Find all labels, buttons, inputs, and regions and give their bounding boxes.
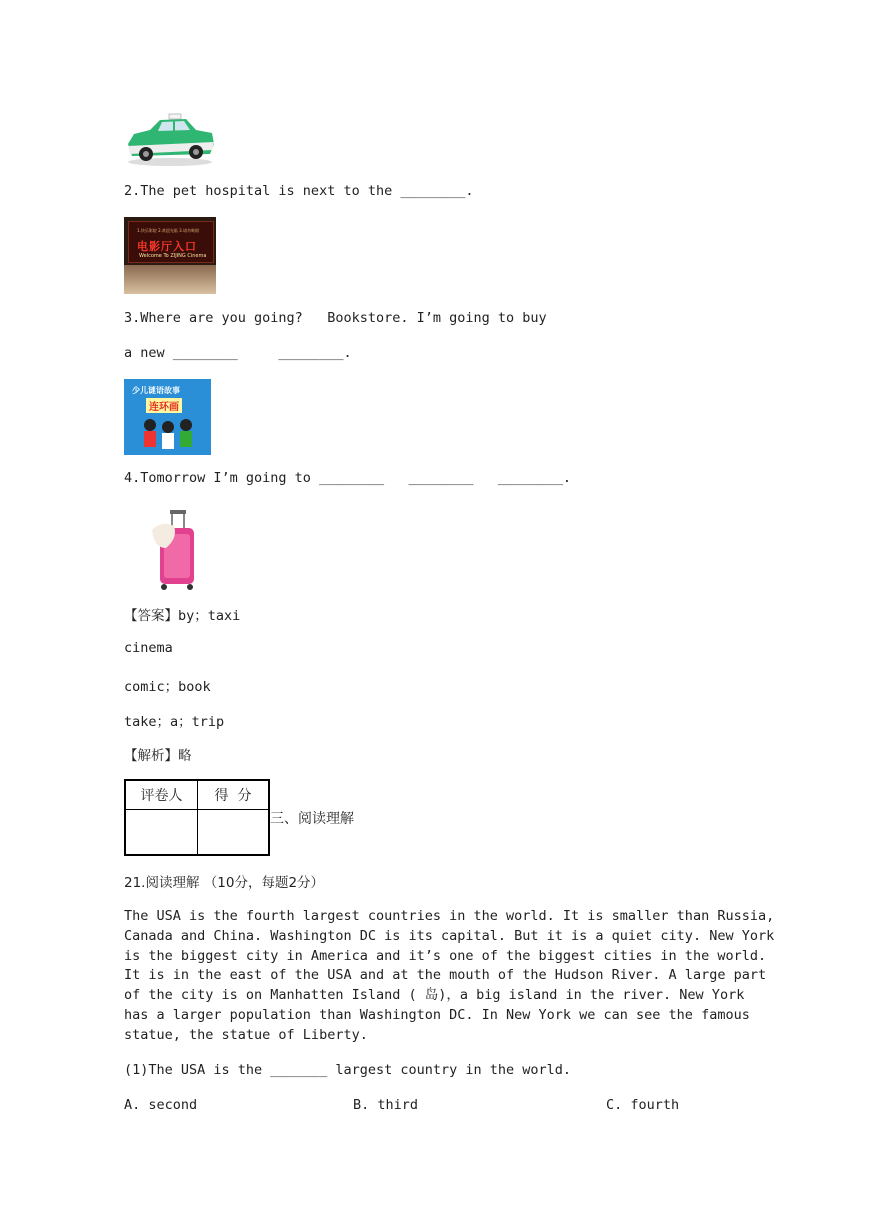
- option-b: B. third: [353, 1097, 419, 1113]
- answer-2: cinema: [124, 640, 173, 656]
- taxi-image: [124, 108, 217, 168]
- passage-line: The USA is the fourth largest countries in the world. It is smaller than Russia,: [124, 908, 775, 924]
- grade-table-reviewer-cell: [124, 809, 198, 856]
- question-3-line-2: a new ________ ________.: [124, 345, 352, 361]
- passage-line: of the city is on Manhatten Island ( 岛)，a big island in the river. New York: [124, 987, 745, 1004]
- grade-table-score-header: 得 分: [197, 779, 270, 810]
- passage-line: It is in the east of the USA and at the mouth of the Hudson River. A large part: [124, 967, 767, 984]
- question-21-title: 21.阅读理解 （10分，每题2分）: [124, 875, 325, 891]
- passage-line: is the biggest city in America and it’s one of the biggest cities in the world.: [124, 947, 767, 964]
- comic-title-top: 少儿谜语故事: [132, 386, 180, 395]
- cinema-sign-english: Welcome To ZIJING Cinema: [139, 253, 207, 259]
- question-4: 4.Tomorrow I’m going to ________ ________ ________.: [124, 470, 572, 486]
- cinema-sign-small-text: 1.快乐影院 2.欢迎光临 3.请勿吸烟: [137, 228, 199, 233]
- analysis-line: [124, 744, 192, 764]
- comic-book-image: [124, 379, 211, 455]
- question-3-line-1: 3.Where are you going? Bookstore. I’m going to buy: [124, 310, 547, 326]
- section-title: 三、阅读理解: [270, 811, 354, 827]
- grade-table: [124, 779, 270, 856]
- question-1-stem: (1)The USA is the _______ largest country in the world.: [124, 1062, 572, 1078]
- answer-3: comic；book: [124, 679, 211, 695]
- suitcase-image: [148, 508, 198, 592]
- answer-label: 【答案】: [124, 608, 178, 624]
- passage-line: Canada and China. Washington DC is its capital. But it is a quiet city. New York: [124, 927, 775, 944]
- cinema-entrance-scene: [124, 265, 216, 294]
- cinema-sign-board: [128, 221, 214, 263]
- reading-passage: [124, 907, 775, 1046]
- analysis-label: 【解析】: [124, 748, 178, 764]
- passage-line: has a larger population than Washington DC. In New York we can see the famous: [124, 1006, 750, 1023]
- answer-1: by；taxi: [178, 608, 241, 624]
- option-a: A. second: [124, 1097, 198, 1113]
- answer-line-1: [124, 604, 240, 624]
- question-2: 2.The pet hospital is next to the ________.: [124, 183, 474, 199]
- cinema-sign-image: [124, 217, 216, 294]
- option-c: C. fourth: [606, 1097, 680, 1113]
- passage-line: statue, the statue of Liberty.: [124, 1026, 368, 1043]
- grade-table-score-cell: [197, 809, 270, 856]
- cinema-sign-main-text: 电影厅入口: [137, 240, 197, 253]
- answer-4: take；a；trip: [124, 714, 225, 730]
- comic-characters-illustration: [138, 415, 198, 453]
- grade-table-reviewer-header: 评卷人: [124, 779, 198, 810]
- analysis-text: 略: [178, 748, 192, 764]
- comic-title-main: 连环画: [146, 398, 182, 413]
